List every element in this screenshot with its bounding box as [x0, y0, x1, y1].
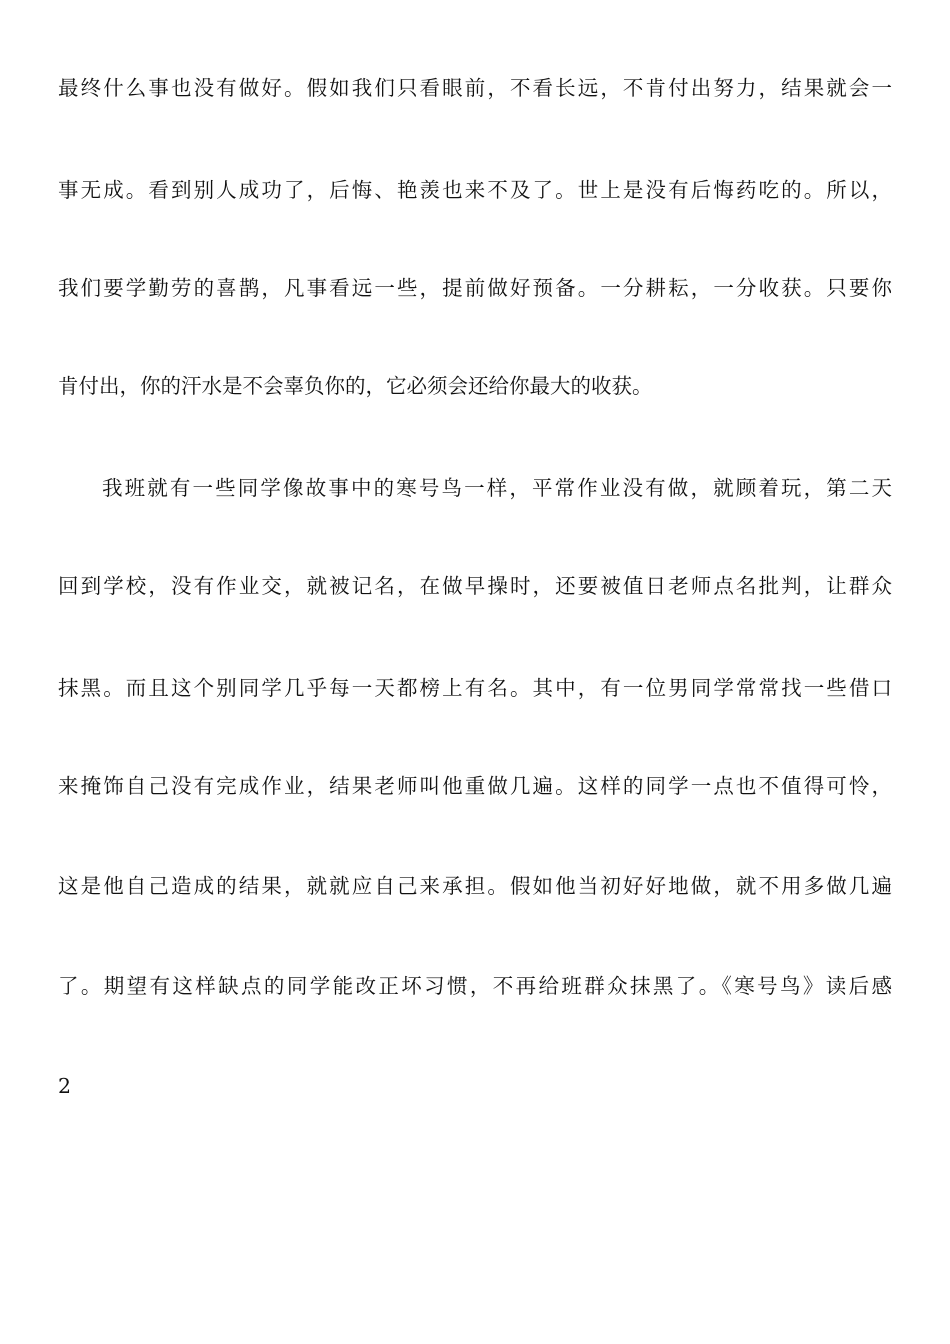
- paragraph-line: 这是他自己造成的结果，就就应自己来承担。假如他当初好好地做，就不用多做几遍: [58, 874, 892, 898]
- paragraph-line: 肯付出，你的汗水是不会辜负你的，它必须会还给你最大的收获。: [58, 374, 653, 398]
- paragraph-line: 来掩饰自己没有完成作业，结果老师叫他重做几遍。这样的同学一点也不值得可怜，: [58, 774, 892, 798]
- paragraph-line: 了。期望有这样缺点的同学能改正坏习惯，不再给班群众抹黑了。《寒号鸟》读后感: [58, 974, 892, 998]
- paragraph-line: 事无成。看到别人成功了，后悔、艳羡也来不及了。世上是没有后悔药吃的。所以，: [58, 178, 892, 202]
- paragraph-line: 我们要学勤劳的喜鹊，凡事看远一些，提前做好预备。一分耕耘，一分收获。只要你: [58, 276, 892, 300]
- paragraph-line: 抹黑。而且这个别同学几乎每一天都榜上有名。其中，有一位男同学常常找一些借口: [58, 676, 892, 700]
- page-number: 2: [58, 1074, 72, 1098]
- paragraph-first-line: 我班就有一些同学像故事中的寒号鸟一样，平常作业没有做，就顾着玩，第二天: [102, 476, 892, 500]
- paragraph-line: 最终什么事也没有做好。假如我们只看眼前，不看长远，不肯付出努力，结果就会一: [58, 76, 892, 100]
- paragraph-line: 回到学校，没有作业交，就被记名，在做早操时，还要被值日老师点名批判，让群众: [58, 574, 892, 598]
